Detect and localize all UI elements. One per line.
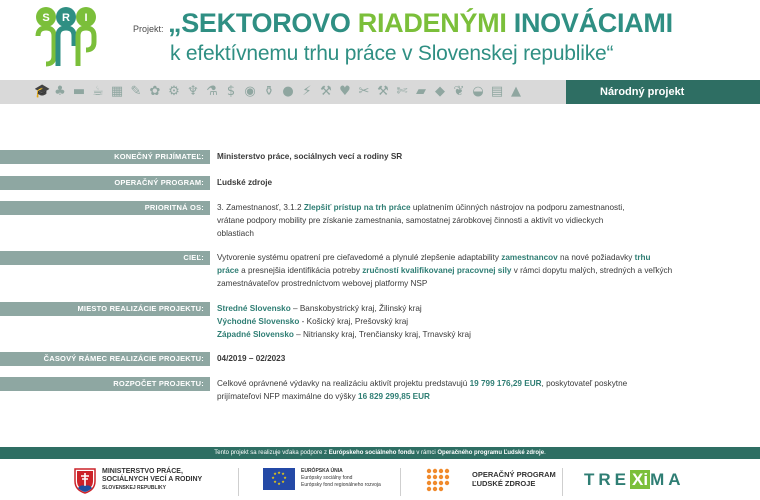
op-line-1: OPERAČNÝ PROGRAM bbox=[472, 470, 556, 479]
bus-icon: ▬ bbox=[72, 84, 86, 99]
priority-line-2: vrátane podpory mobility pre získanie zamestnania, samostatnej zárobkovej činnosti a aktivít vo vidieckych bbox=[217, 216, 604, 225]
svg-text:★: ★ bbox=[277, 470, 281, 475]
location-detail: – Nitriansky kraj, Trenčiansky kraj, Trnavský kraj bbox=[293, 330, 471, 339]
title-word-3: INOVÁCIAMI bbox=[513, 8, 673, 38]
location-detail: - Košický kraj, Prešovský kraj bbox=[299, 317, 409, 326]
budget-text-3: prijímateľovi NFP maximálne do výšky bbox=[217, 392, 359, 401]
national-project-badge: Národný projekt bbox=[566, 80, 760, 104]
svg-text:★: ★ bbox=[273, 471, 277, 476]
slovak-coat-of-arms-icon bbox=[74, 468, 96, 494]
value-program: Ľudské zdroje bbox=[217, 178, 273, 187]
trexima-part-3: MA bbox=[650, 470, 685, 489]
funding-program: Operačného programu Ľudské zdroje bbox=[437, 450, 545, 456]
flask-icon: ⚱ bbox=[263, 84, 275, 99]
value-timeframe: 04/2019 – 02/2023 bbox=[217, 354, 286, 363]
label-priority: PRIORITNÁ OS: bbox=[0, 201, 210, 215]
gear-icon: ⚙ bbox=[168, 84, 180, 99]
eu-line-2: Európsky fond regionálneho rozvoja bbox=[301, 482, 381, 488]
svg-text:R: R bbox=[62, 12, 70, 24]
pen-icon: ✎ bbox=[130, 84, 142, 99]
priority-highlight: Zlepšiť prístup na trh práce bbox=[303, 203, 411, 212]
microscope-icon: ⚗ bbox=[206, 84, 218, 99]
funding-note bbox=[0, 447, 760, 459]
budget-text-1: Celkové oprávnené výdavky na realizáciu aktivít projektu predstavujú bbox=[217, 379, 470, 388]
eu-flag-icon bbox=[263, 468, 295, 490]
budget-amount-max: 16 829 299,85 EUR bbox=[358, 392, 430, 401]
budget-text-2: , poskytovateľ poskytne bbox=[541, 379, 628, 388]
goal-text-5: zamestnávateľov prostredníctvom webovej platformy NSP bbox=[217, 279, 428, 288]
goal-highlight-2: trhu bbox=[634, 253, 651, 262]
eu-text bbox=[301, 468, 381, 489]
funding-text-1: Tento projekt sa realizuje vďaka podpore z bbox=[214, 450, 329, 456]
goal-text-1: Vytvorenie systému opatrení pre cieľavedomé a plynulé zlepšenie adaptability bbox=[217, 253, 502, 262]
footer-divider bbox=[238, 468, 239, 496]
ministry-logo bbox=[74, 468, 203, 499]
project-title bbox=[168, 8, 673, 39]
svg-text:S: S bbox=[42, 12, 50, 24]
ministry-line-1: MINISTERSTVO PRÁCE, bbox=[102, 468, 183, 475]
label-location: MIESTO REALIZÁCIE PROJEKTU: bbox=[0, 302, 210, 316]
value-priority bbox=[217, 201, 757, 240]
priority-pre: 3. Zamestnanosť, 3.1.2 bbox=[217, 203, 304, 212]
ministry-line-3: SLOVENSKEJ REPUBLIKY bbox=[102, 485, 166, 491]
footer-divider bbox=[562, 468, 563, 496]
label-timeframe: ČASOVÝ RÁMEC REALIZÁCIE PROJEKTU: bbox=[0, 352, 210, 366]
wrench-icon: ⚒ bbox=[377, 84, 389, 99]
project-subtitle: k efektívnemu trhu práce v Slovenskej republike“ bbox=[170, 42, 614, 65]
ship-icon: ▲ bbox=[511, 84, 521, 99]
svg-text:★: ★ bbox=[277, 481, 281, 486]
building-icon: ▦ bbox=[110, 84, 124, 99]
goal-highlight-1: zamestnancov bbox=[501, 253, 558, 262]
funding-text-2: v rámci bbox=[414, 450, 438, 456]
svg-text:★: ★ bbox=[281, 479, 285, 484]
eu-heading: EURÓPSKA ÚNIA bbox=[301, 468, 343, 474]
label-goal: CIEĽ: bbox=[0, 251, 210, 265]
svg-text:★: ★ bbox=[281, 471, 285, 476]
location-region: Východné Slovensko bbox=[217, 317, 300, 326]
dollar-icon: $ bbox=[226, 84, 236, 99]
location-region: Západné Slovensko bbox=[217, 330, 294, 339]
cup-icon: ☕ bbox=[92, 84, 104, 99]
value-recipient: Ministerstvo práce, sociálnych vecí a rodiny SR bbox=[217, 152, 403, 161]
priority-post: uplatnením účinných nástrojov na podporu zamestnanosti, bbox=[410, 203, 625, 212]
truck-icon: ▰ bbox=[416, 84, 426, 99]
goal-text-3: a presnejšia identifikácia potreby bbox=[238, 266, 363, 275]
goal-highlight-4: zručností kvalifikovanej pracovnej sily bbox=[362, 266, 512, 275]
globe-icon: ◉ bbox=[244, 84, 256, 99]
plant-icon: ✿ bbox=[149, 84, 161, 99]
priority-line-3: oblastiach bbox=[217, 229, 254, 238]
graduation-cap-icon: 🎓 bbox=[34, 84, 51, 99]
plug-icon: ⚡ bbox=[302, 84, 312, 99]
value-location bbox=[217, 302, 757, 341]
op-dots-icon bbox=[426, 468, 456, 492]
goal-text-4: v rámci dopytu malých, stredných a veľkých bbox=[511, 266, 673, 275]
ministry-line-2: SOCIÁLNYCH VECÍ A RODINY bbox=[102, 476, 203, 483]
value-budget bbox=[217, 377, 757, 403]
tools-icon: ⚒ bbox=[320, 84, 332, 99]
title-open-quote: „ bbox=[168, 8, 182, 38]
heart-icon: ♥ bbox=[339, 84, 351, 99]
label-recipient: KONEČNÝ PRIJÍMATEĽ: bbox=[0, 150, 210, 164]
title-word-2: RIADENÝMI bbox=[357, 8, 507, 38]
knife-icon: ✂ bbox=[358, 84, 370, 99]
basket-icon: ◒ bbox=[472, 84, 484, 99]
eu-line-1: Európsky sociálny fond bbox=[301, 475, 353, 481]
svg-text:★: ★ bbox=[273, 479, 277, 484]
label-budget: ROZPOČET PROJEKTU: bbox=[0, 377, 210, 391]
scissors-icon: ✄ bbox=[396, 84, 408, 99]
title-word-1: SEKTOROVO bbox=[181, 8, 351, 38]
trexima-logo bbox=[584, 470, 685, 490]
goal-text-2: na nové požiadavky bbox=[557, 253, 635, 262]
trexima-part-1: TRE bbox=[584, 470, 630, 489]
op-text bbox=[472, 470, 556, 488]
tree-icon: ♣ bbox=[54, 84, 66, 99]
location-detail: – Banskobystrický kraj, Žilinský kraj bbox=[290, 304, 422, 313]
drop-icon: ● bbox=[282, 84, 294, 99]
project-label: Projekt: bbox=[133, 24, 164, 34]
footer-divider bbox=[400, 468, 401, 496]
svg-text:I: I bbox=[84, 12, 88, 24]
sri-logo bbox=[28, 6, 106, 74]
svg-text:★: ★ bbox=[271, 475, 275, 480]
wine-icon: ♆ bbox=[187, 84, 199, 99]
value-goal bbox=[217, 251, 757, 290]
funding-fund: Európskeho sociálneho fondu bbox=[328, 450, 415, 456]
location-region: Stredné Slovensko bbox=[217, 304, 291, 313]
sector-icons bbox=[34, 82, 523, 102]
funding-text-3: . bbox=[544, 450, 546, 456]
car-icon: ◆ bbox=[435, 84, 445, 99]
label-program: OPERAČNÝ PROGRAM: bbox=[0, 176, 210, 190]
op-line-2: ĽUDSKÉ ZDROJE bbox=[472, 479, 536, 488]
page-header bbox=[0, 0, 760, 78]
budget-amount-total: 19 799 176,29 EUR bbox=[469, 379, 542, 388]
train-icon: ▤ bbox=[490, 84, 504, 99]
leaf-icon: ❦ bbox=[453, 84, 465, 99]
svg-text:★: ★ bbox=[283, 475, 287, 480]
footer-logos bbox=[0, 462, 760, 500]
goal-highlight-3: práce bbox=[217, 266, 239, 275]
trexima-part-2: Xi bbox=[632, 470, 649, 489]
